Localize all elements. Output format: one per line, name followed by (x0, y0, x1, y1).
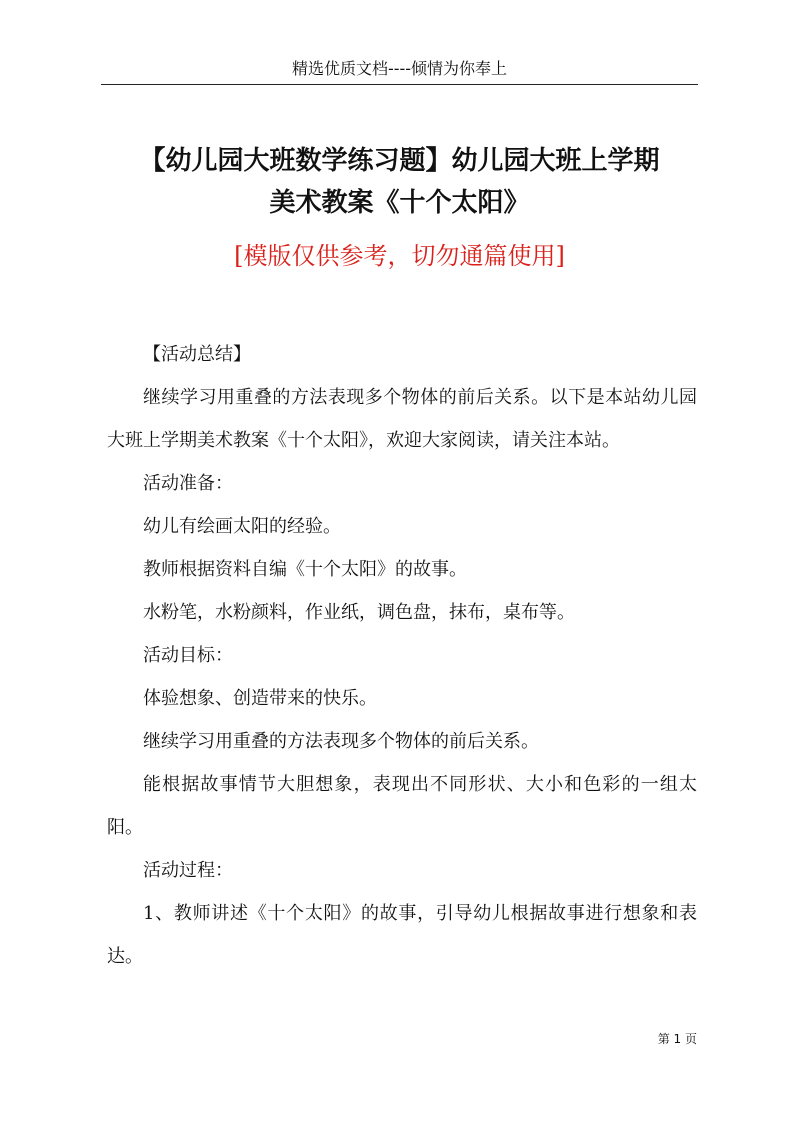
page-number: 第 1 页 (657, 1032, 697, 1046)
document-body (107, 333, 697, 978)
paragraph-intro: 继续学习用重叠的方法表现多个物体的前后关系。以下是本站幼儿园大班上学期美术教案《十个太阳》，欢迎大家阅读，请关注本站。 (107, 387, 697, 451)
section-heading-summary: 【活动总结】 (143, 344, 251, 365)
section-heading-goals: 活动目标： (143, 645, 233, 666)
paragraph: 体验想象、创造带来的快乐。 (143, 688, 377, 709)
paragraph: 继续学习用重叠的方法表现多个物体的前后关系。 (143, 731, 539, 752)
paragraph: 水粉笔，水粉颜料，作业纸，调色盘，抹布，桌布等。 (143, 602, 575, 623)
section-heading-process: 活动过程： (143, 860, 233, 881)
paragraph: 教师根据资料自编《十个太阳》的故事。 (143, 559, 467, 580)
paragraph: 1、教师讲述《十个太阳》的故事，引导幼儿根据故事进行想象和表达。 (107, 903, 697, 967)
document-title (101, 140, 698, 224)
template-notice: [模版仅供参考，切勿通篇使用] (234, 242, 565, 270)
paragraph: 能根据故事情节大胆想象，表现出不同形状、大小和色彩的一组太阳。 (107, 774, 697, 838)
header-divider (101, 84, 698, 85)
page-header: 精选优质文档----倾情为你奉上 (291, 59, 508, 78)
title-line-1: 【幼儿园大班数学练习题】幼儿园大班上学期 (139, 146, 660, 176)
title-line-2: 美术教案《十个太阳》 (269, 188, 530, 218)
paragraph: 幼儿有绘画太阳的经验。 (143, 516, 341, 537)
section-heading-preparation: 活动准备： (143, 473, 233, 494)
